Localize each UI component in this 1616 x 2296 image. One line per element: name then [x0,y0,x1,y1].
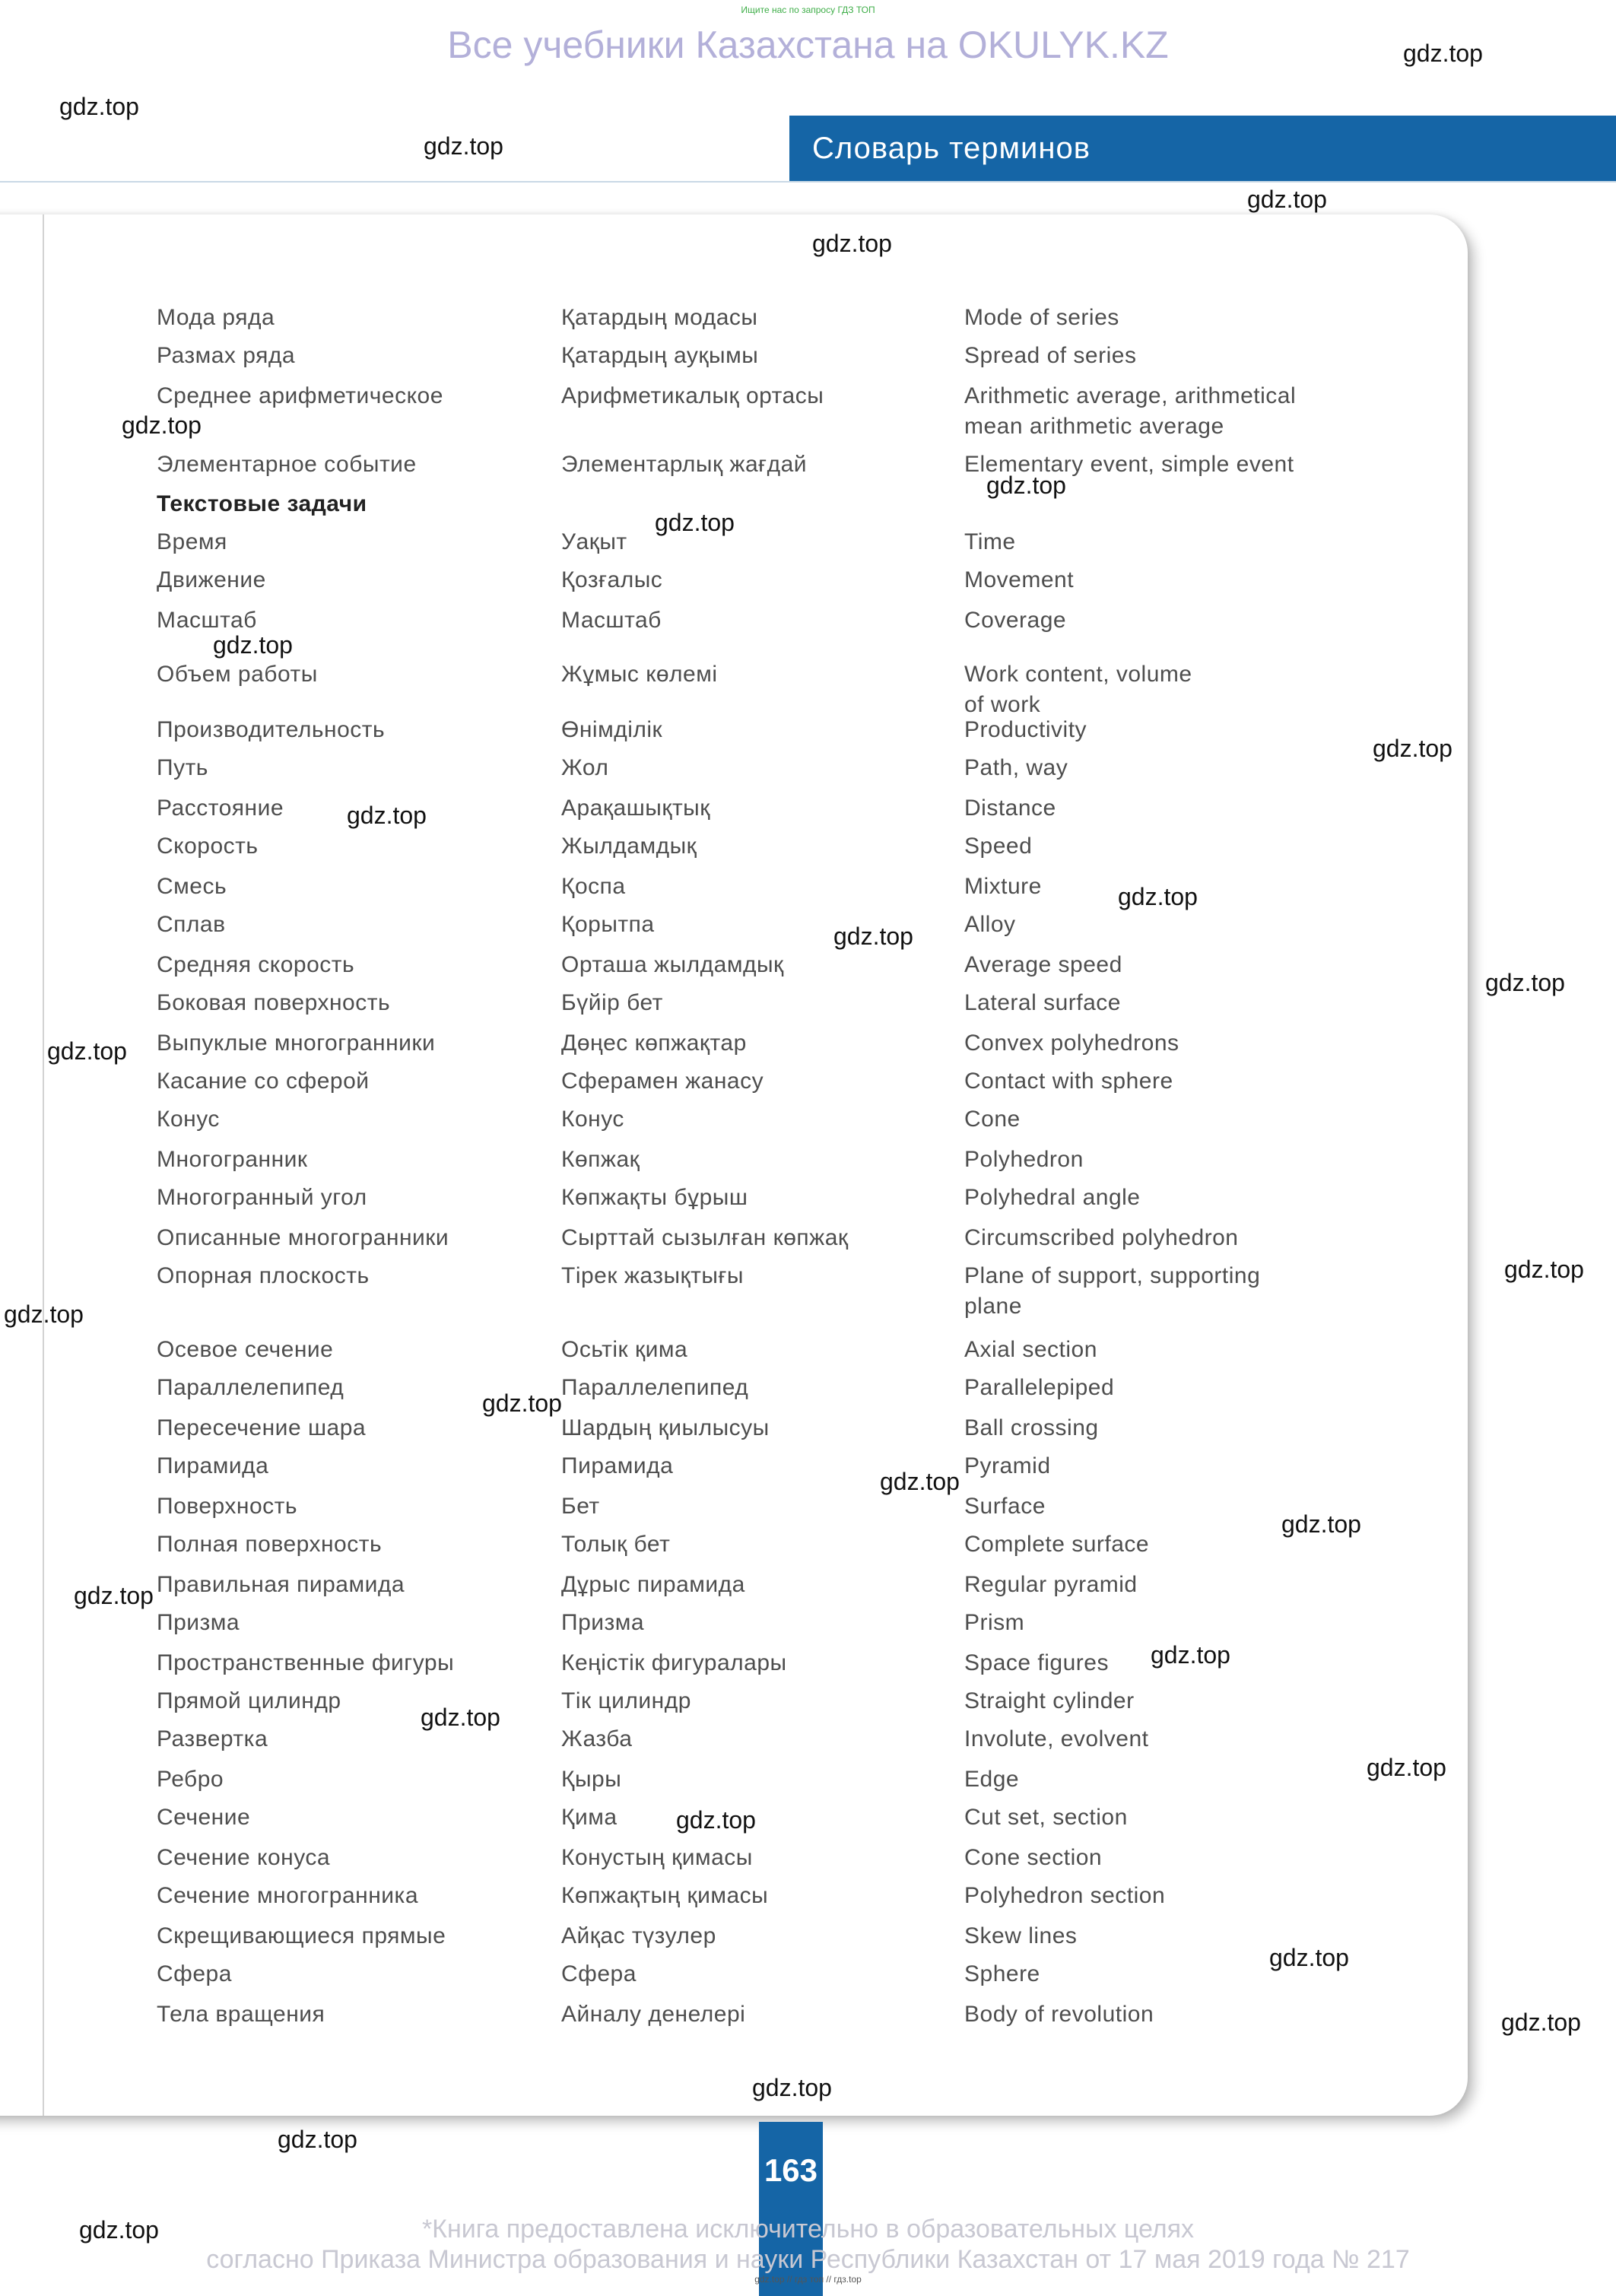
term-en: Average speed [964,952,1122,977]
term-en: Contact with sphere [964,1069,1173,1094]
term-ru: Смесь [157,874,227,899]
term-en: Regular pyramid [964,1572,1138,1597]
term-ru: Производительность [157,717,386,742]
term-en: Movement [964,567,1075,592]
term-ru: Призма [157,1610,240,1635]
term-kz: Дөңес көпжақтар [561,1031,747,1056]
watermark-text: gdz.top [59,93,139,120]
section-title-band [789,116,1616,181]
term-ru: Опорная плоскость [157,1263,370,1288]
watermark-text: gdz.top [47,1037,127,1065]
term-kz: Айналу денелері [561,2002,746,2027]
term-kz: Тік цилиндр [561,1688,691,1713]
term-en-cont: mean arithmetic average [964,414,1224,439]
term-kz: Көпжақты бұрыш [561,1185,748,1210]
term-ru: Боковая поверхность [157,990,391,1015]
term-ru: Поверхность [157,1494,298,1519]
term-kz: Пирамида [561,1453,674,1478]
term-kz: Конустың қимасы [561,1845,753,1870]
term-kz: Қатардың модасы [561,305,758,330]
term-en: Elementary event, simple event [964,452,1294,477]
term-ru: Осевое сечение [157,1337,334,1362]
term-ru: Сфера [157,1961,232,1986]
watermark-text: gdz.top [986,472,1066,499]
term-en: Straight cylinder [964,1688,1135,1713]
watermark-text: gdz.top [1281,1510,1361,1538]
term-ru: Путь [157,755,208,780]
term-en: Arithmetic average, arithmetical [964,383,1297,408]
term-en: Involute, evolvent [964,1726,1149,1751]
term-ru: Элементарное событие [157,452,417,477]
term-en: Lateral surface [964,990,1121,1015]
term-ru: Касание со сферой [157,1069,370,1094]
term-kz: Призма [561,1610,645,1635]
term-ru: Выпуклые многогранники [157,1031,436,1056]
term-kz: Қатардың ауқымы [561,343,759,368]
watermark-text: gdz.top [1403,40,1483,67]
watermark-text: gdz.top [1504,1256,1584,1283]
term-kz: Шардың қиылысуы [561,1415,770,1440]
term-en: Cut set, section [964,1805,1128,1830]
watermark-text: gdz.top [74,1582,154,1609]
term-en: Circumscribed polyhedron [964,1225,1239,1250]
term-en: Skew lines [964,1923,1078,1948]
term-kz: Осьтік қима [561,1337,688,1362]
term-kz: Қозғалыс [561,567,663,592]
term-ru: Ребро [157,1767,224,1792]
watermark-text: gdz.top [79,2216,159,2244]
term-ru: Конус [157,1107,220,1132]
term-kz: Сферамен жанасу [561,1069,764,1094]
term-kz: Арифметикалық ортасы [561,383,824,408]
term-ru: Текстовые задачи [157,491,367,516]
term-ru: Скорость [157,834,259,859]
term-kz: Жұмыс көлемі [561,662,718,687]
term-kz: Масштаб [561,608,662,633]
term-ru: Пирамида [157,1453,269,1478]
watermark-text: gdz.top [833,923,913,950]
term-en: Body of revolution [964,2002,1154,2027]
term-en: Mixture [964,874,1042,899]
term-kz: Конус [561,1107,624,1132]
term-ru: Полная поверхность [157,1532,383,1557]
term-en: Surface [964,1494,1046,1519]
watermark-text: gdz.top [812,230,892,257]
watermark-text: gdz.top [1501,2009,1581,2036]
watermark-text: gdz.top [1118,883,1198,910]
term-kz: Өнімділік [561,717,663,742]
term-en: Polyhedron section [964,1883,1166,1908]
top-tiny-note: Ищите нас по запросу ГДЗ ТОП [741,5,875,15]
watermark-text: gdz.top [424,132,503,160]
term-ru: Прямой цилиндр [157,1688,341,1713]
term-ru: Тела вращения [157,2002,325,2027]
term-kz: Дұрыс пирамида [561,1572,745,1597]
term-en: Time [964,529,1016,554]
term-ru: Движение [157,567,266,592]
term-kz: Арақашықтық [561,796,710,821]
term-en: Cone section [964,1845,1103,1870]
term-en: Work content, volume [964,662,1192,687]
term-en: Pyramid [964,1453,1051,1478]
term-ru: Описанные многогранники [157,1225,449,1250]
card-edge [43,214,44,2116]
term-kz: Айқас түзулер [561,1923,716,1948]
term-kz: Қорытпа [561,912,655,937]
term-ru: Объем работы [157,662,318,687]
term-en: Plane of support, supporting [964,1263,1261,1288]
term-ru: Время [157,529,227,554]
footer-line-2: согласно Приказа Министра образования и науки Республики Казахстан от 17 мая 2019 года № 217 [206,2245,1410,2274]
term-ru: Сплав [157,912,226,937]
term-en: Productivity [964,717,1087,742]
term-ru: Средняя скорость [157,952,355,977]
watermark-text: gdz.top [1151,1641,1230,1669]
watermark-text: gdz.top [347,802,427,829]
watermark-text: gdz.top [213,631,293,659]
term-kz: Бет [561,1494,600,1519]
term-en: Complete surface [964,1532,1150,1557]
term-en: Edge [964,1767,1020,1792]
watermark-text: gdz.top [421,1704,500,1731]
term-kz: Көпжақ [561,1147,640,1172]
watermark-text: gdz.top [1485,969,1565,996]
term-en: Mode of series [964,305,1119,330]
watermark-text: gdz.top [4,1300,84,1328]
term-ru: Масштаб [157,608,257,633]
term-ru: Скрещивающиеся прямые [157,1923,446,1948]
watermark-text: gdz.top [1269,1944,1349,1971]
term-en: Polyhedron [964,1147,1084,1172]
term-kz: Жол [561,755,609,780]
term-kz: Толық бет [561,1532,671,1557]
term-ru: Правильная пирамида [157,1572,405,1597]
term-en: Parallelepiped [964,1375,1115,1400]
term-ru: Многогранник [157,1147,308,1172]
term-ru: Расстояние [157,796,284,821]
term-en: Coverage [964,608,1067,633]
term-kz: Элементарлық жағдай [561,452,808,477]
term-ru: Размах ряда [157,343,296,368]
term-kz: Уақыт [561,529,627,554]
footer-tiny-note: gdz.top // гдз топ // гдз.top [754,2274,862,2285]
term-ru: Сечение конуса [157,1845,331,1870]
watermark-text: gdz.top [122,411,202,439]
term-ru: Пространственные фигуры [157,1650,455,1675]
footer-line-1: *Книга предоставлена исключительно в образовательных целях [421,2215,1195,2244]
term-en: Cone [964,1107,1021,1132]
term-en: Distance [964,796,1056,821]
term-en: Ball crossing [964,1415,1099,1440]
watermark-text: gdz.top [752,2074,832,2101]
term-en: Axial section [964,1337,1097,1362]
term-en: Prism [964,1610,1025,1635]
term-en: Convex polyhedrons [964,1031,1179,1056]
term-ru: Среднее арифметическое [157,383,443,408]
term-kz: Параллелепипед [561,1375,749,1400]
term-kz: Сырттай сызылған көпжақ [561,1225,849,1250]
term-kz: Жазба [561,1726,633,1751]
term-ru: Многогранный угол [157,1185,367,1210]
watermark-text: gdz.top [655,509,735,536]
term-en: Path, way [964,755,1068,780]
term-en: Sphere [964,1961,1040,1986]
term-en: Polyhedral angle [964,1185,1141,1210]
term-kz: Қоспа [561,874,626,899]
term-kz: Орташа жылдамдық [561,952,784,977]
watermark-text: gdz.top [1247,186,1327,213]
term-en: Speed [964,834,1033,859]
term-kz: Жылдамдық [561,834,697,859]
watermark-text: gdz.top [278,2126,357,2153]
site-title: Все учебники Казахстана на OKULYK.KZ [447,24,1169,66]
page-number: 163 [764,2152,818,2188]
term-ru: Параллелепипед [157,1375,344,1400]
term-ru: Мода ряда [157,305,275,330]
section-title: Словарь терминов [812,131,1091,165]
watermark-text: gdz.top [1367,1754,1446,1781]
term-kz: Сфера [561,1961,637,1986]
term-kz: Кеңістік фигуралары [561,1650,787,1675]
term-kz: Қима [561,1805,618,1830]
term-ru: Сечение многогранника [157,1883,419,1908]
term-en: Space figures [964,1650,1109,1675]
term-kz: Бүйір бет [561,990,663,1015]
term-en: Spread of series [964,343,1137,368]
term-en: Alloy [964,912,1016,937]
header-divider [0,181,1616,183]
watermark-text: gdz.top [482,1389,562,1417]
term-en-cont: plane [964,1294,1022,1319]
term-kz: Тірек жазықтығы [561,1263,744,1288]
watermark-text: gdz.top [676,1806,756,1834]
term-ru: Пересечение шара [157,1415,367,1440]
term-ru: Развертка [157,1726,268,1751]
term-kz: Көпжақтың қимасы [561,1883,769,1908]
term-en-cont: of work [964,692,1041,717]
term-ru: Сечение [157,1805,251,1830]
term-kz: Қыры [561,1767,622,1792]
watermark-text: gdz.top [880,1468,960,1495]
watermark-text: gdz.top [1373,735,1452,762]
